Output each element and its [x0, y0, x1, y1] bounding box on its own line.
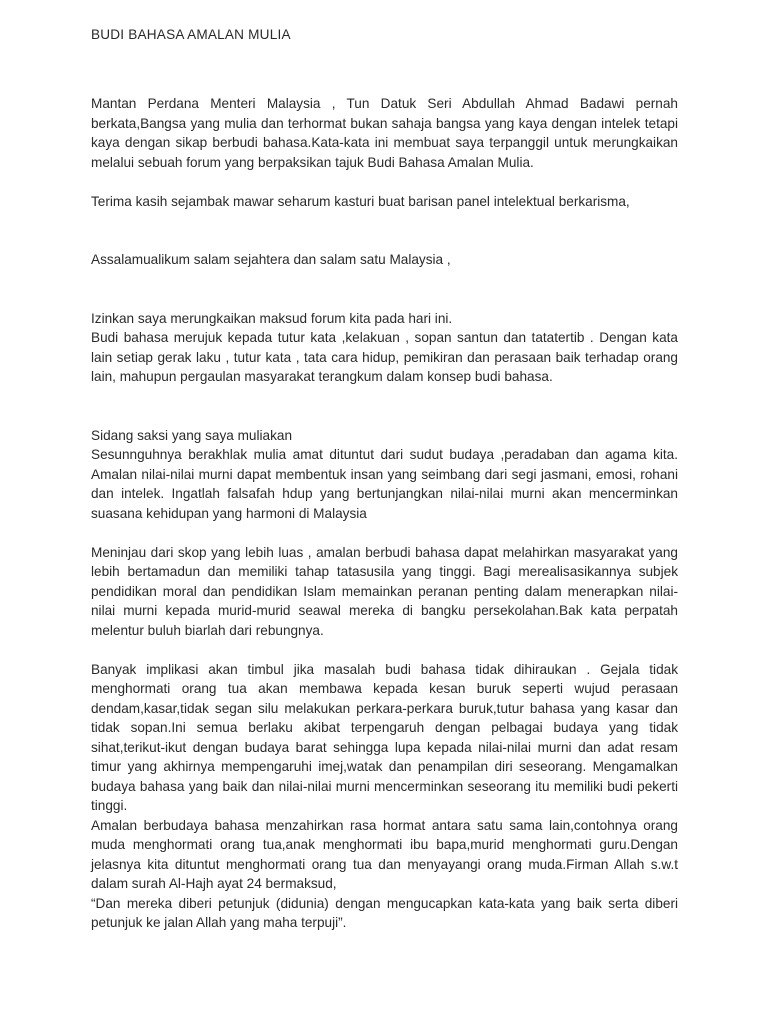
paragraph-implications: Banyak implikasi akan timbul jika masalah budi bahasa tidak dihiraukan . Gejala tidak menghormati orang tua akan membawa kepada kesan buruk seperti wujud perasaan dendam,kasar,tidak segan silu melakukan perkara-perkara buruk,tutur bahasa yang kasar dan tidak sopan.Ini semua berlaku akibat terpengaruh dengan pelbagai budaya yang tidak sihat,terikut-ikut dengan budaya barat sehingga lupa kepada nilai-nilai murni dan adat resam timur yang akhirnya mempengaruhi imej,watak dan penampilan diri seseorang. Mengamalkan budaya bahasa yang baik dan nilai-nilai murni mencerminkan seseorang itu memiliki budi pekerti tinggi.: [91, 661, 678, 813]
paragraph-broader-scope: Meninjau dari skop yang lebih luas , amalan berbudi bahasa dapat melahirkan masyarakat yang lebih bertamadun dan memiliki tahap tatasusila yang tinggi. Bagi merealisasikannya subjek pendidikan moral dan pendidikan Islam memainkan peranan penting dalam menerapkan nilai-nilai murni kepada murid-murid seawal mereka di bangku persekolahan.Bak kata perpatah melentur buluh biarlah dari rebungnya.: [91, 544, 678, 638]
paragraph-intro: Mantan Perdana Menteri Malaysia , Tun Datuk Seri Abdullah Ahmad Badawi pernah berkata,Bangsa yang mulia dan terhormat bukan sahaja bangsa yang kaya dengan intelek tetapi kaya dengan sikap berbudi bahasa.Kata-kata ini membuat saya terpanggil untuk merungkaikan melalui sebuah forum yang berpaksikan tajuk Budi Bahasa Amalan Mulia.: [91, 96, 678, 170]
document-title: BUDI BAHASA AMALAN MULIA: [91, 27, 291, 42]
paragraph-forum-purpose: Izinkan saya merungkaikan maksud forum kita pada hari ini.: [91, 310, 453, 326]
paragraph-audience-address: Sidang saksi yang saya muliakan: [91, 427, 292, 443]
paragraph-definition: Budi bahasa merujuk kepada tutur kata ,kelakuan , sopan santun dan tatatertib . Dengan kata lain setiap gerak laku , tutur kata , tata cara hidup, pemikiran dan perasaan baik terhadap orang lain, mahupun pergaulan masyarakat terangkum dalam konsep budi bahasa.: [91, 330, 678, 384]
paragraph-respect: Amalan berbudaya bahasa menzahirkan rasa hormat antara satu sama lain,contohnya orang muda menghormati orang tua,anak menghormati ibu bapa,murid menghormati guru.Dengan jelasnya kita dituntut menghormati orang tua dan menyayangi orang muda.Firman Allah s.w.t dalam surah Al-Hajh ayat 24 bermaksud,: [91, 817, 678, 891]
paragraph-noble-character: Sesunnguhnya berakhlak mulia amat dituntut dari sudut budaya ,peradaban dan agama kita. Amalan nilai-nilai murni dapat membentuk insan yang seimbang dari segi jasmani, emosi, rohani dan intelek. Ingatlah falsafah hdup yang bertunjangkan nilai-nilai murni akan mencerminkan suasana kehidupan yang harmoni di Malaysia: [91, 447, 678, 521]
spacer: [91, 44, 678, 94]
paragraph-greeting: Assalamualikum salam sejahtera dan salam satu Malaysia ,: [91, 252, 451, 267]
document-body: [91, 94, 678, 933]
paragraph-quote: “Dan mereka diberi petunjuk (didunia) dengan mengucapkan kata-kata yang baik serta diberi petunjuk ke jalan Allah yang maha terpuji”.: [91, 895, 678, 930]
paragraph-thanks: Terima kasih sejambak mawar seharum kasturi buat barisan panel intelektual berkarisma,: [91, 193, 630, 209]
